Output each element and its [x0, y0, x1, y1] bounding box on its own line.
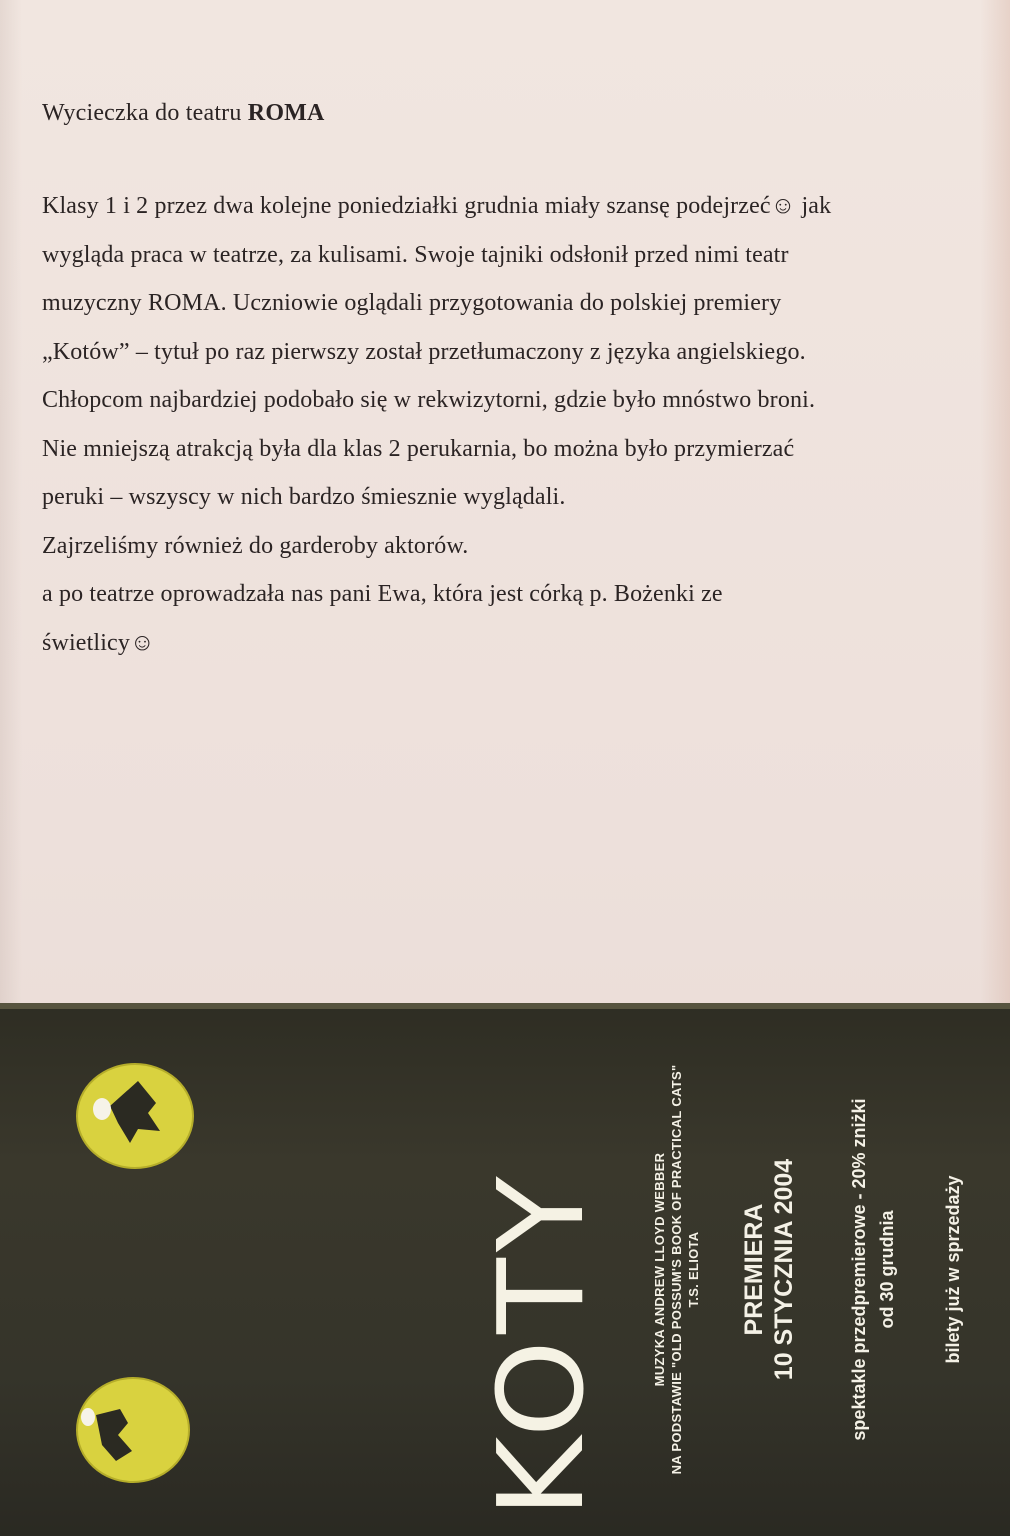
credits-line-1: MUZYKA ANDREW LLOYD WEBBER — [652, 1152, 667, 1387]
premiere-label: PREMIERA — [740, 1203, 768, 1336]
letter-line: Zajrzeliśmy również do garderoby aktorów. — [42, 532, 469, 559]
letter-line: Klasy 1 i 2 przez dwa kolejne poniedziałki grudnia miały szansę podejrzeć☺ jak — [42, 193, 832, 219]
letter-title-bold: ROMA — [247, 100, 325, 126]
letter-line: świetlicy☺ — [42, 629, 155, 656]
koty-logo: KOTY — [473, 1170, 611, 1518]
credits-line-2: NA PODSTAWIE "OLD POSSUM'S BOOK OF PRACTICAL CATS" — [669, 1064, 684, 1475]
tickets-line: bilety już w sprzedaży — [943, 1175, 963, 1364]
letter-line: „Kotów” – tytuł po raz pierwszy został przetłumaczony z języka angielskiego. — [42, 338, 806, 365]
letter-line: Nie mniejszą atrakcją była dla klas 2 perukarnia, bo można było przymierzać — [42, 435, 795, 462]
cats-flyer — [0, 1003, 1010, 1536]
left-edge-shadow — [0, 0, 22, 1010]
letter-line: Chłopcom najbardziej podobało się w rekwizytorni, gdzie było mnóstwo broni. — [42, 387, 816, 413]
letter-line: muzyczny ROMA. Uczniowie oglądali przygotowania do polskiej premiery — [42, 290, 782, 316]
letter-line: peruki – wszyscy w nich bardzo śmiesznie wyglądali. — [42, 484, 566, 510]
letter-title — [42, 88, 942, 138]
credits-line-3: T.S. ELIOTA — [686, 1231, 701, 1308]
premiere-date: 10 STYCZNIA 2004 — [770, 1158, 798, 1381]
discount-line-1: spektakle przedpremierowe - 20% zniżki — [849, 1098, 869, 1441]
letter-line: wygląda praca w teatrze, za kulisami. Swoje tajniki odsłonił przed nimi teatr — [42, 241, 789, 268]
letter-text — [42, 88, 942, 667]
letter-line: a po teatrze oprowadzała nas pani Ewa, która jest córką p. Bożenki ze — [42, 581, 723, 607]
right-edge-shadow — [980, 0, 1010, 1030]
flyer-rotated-content — [0, 1003, 1010, 1536]
discount-line-2: od 30 grudnia — [877, 1210, 897, 1329]
letter-title-prefix: Wycieczka do teatru — [42, 100, 248, 126]
letter-body — [42, 182, 942, 667]
